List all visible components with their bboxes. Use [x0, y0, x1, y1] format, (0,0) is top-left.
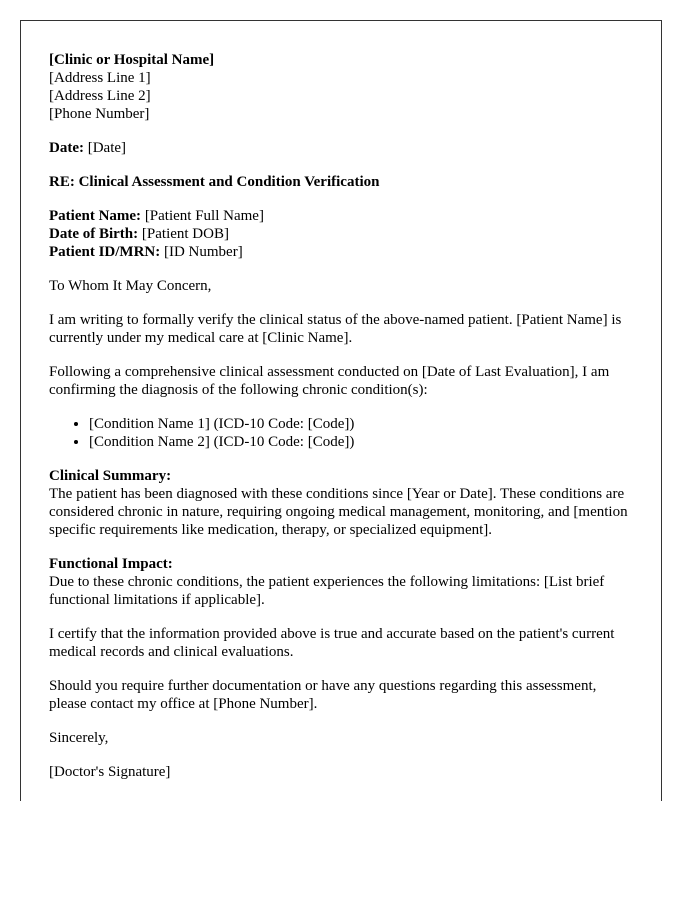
date-line [49, 139, 633, 157]
certify-paragraph: I certify that the information provided above is true and accurate based on the patient's current medical records and clinical evaluations. [49, 626, 615, 660]
dob-value: [Patient DOB] [138, 226, 229, 242]
subject-line [49, 173, 633, 191]
intro-paragraph: I am writing to formally verify the clinical status of the above-named patient. [Patient Name] is currently under my medical care at [Clinic Name]. [49, 312, 622, 346]
functional-impact [49, 555, 633, 609]
date-value: [Date] [83, 140, 127, 156]
letterhead [49, 51, 633, 123]
patient-info [49, 207, 633, 261]
clinical-summary [49, 467, 633, 539]
contact-paragraph: Should you require further documentation or have any questions regarding this assessment, please contact my office at [Phone Number]. [49, 678, 597, 712]
patient-name-label: Patient Name: [49, 208, 142, 224]
dob-label: Date of Birth: [49, 226, 139, 242]
conditions-list [49, 415, 633, 451]
clinic-phone: [Phone Number] [49, 106, 150, 122]
patient-id-value: [ID Number] [160, 244, 243, 260]
condition-item: • [Condition Name 1] (ICD-10 Code: [Code]) [89, 415, 633, 433]
subject: RE: Clinical Assessment and Condition Verification [49, 174, 380, 190]
patient-id-label: Patient ID/MRN: [49, 244, 161, 260]
address-line-1: [Address Line 1] [49, 70, 151, 86]
letter [20, 20, 662, 801]
clinic-name: [Clinic or Hospital Name] [49, 52, 215, 68]
salutation: To Whom It May Concern, [49, 278, 212, 294]
clinical-summary-text: The patient has been diagnosed with these conditions since [Year or Date]. These conditions are considered chronic in nature, requiring ongoing medical management, monitoring, and [mention specific requirements like medication, therapy, or specialized equipment]. [49, 486, 628, 538]
signature: [Doctor's Signature] [49, 764, 171, 780]
letter-viewport [20, 20, 662, 801]
condition-item: • [Condition Name 2] (ICD-10 Code: [Code]) [89, 433, 633, 451]
functional-impact-text: Due to these chronic conditions, the patient experiences the following limitations: [List brief functional limitations if applicable]. [49, 574, 605, 608]
closing: Sincerely, [49, 730, 109, 746]
clinical-summary-heading: Clinical Summary: [49, 468, 172, 484]
assessment-paragraph: Following a comprehensive clinical assessment conducted on [Date of Last Evaluation], I am confirming the diagnosis of the following chronic condition(s): [49, 364, 610, 398]
address-line-2: [Address Line 2] [49, 88, 151, 104]
date-label: Date: [49, 140, 84, 156]
patient-name-value: [Patient Full Name] [141, 208, 264, 224]
functional-impact-heading: Functional Impact: [49, 556, 173, 572]
